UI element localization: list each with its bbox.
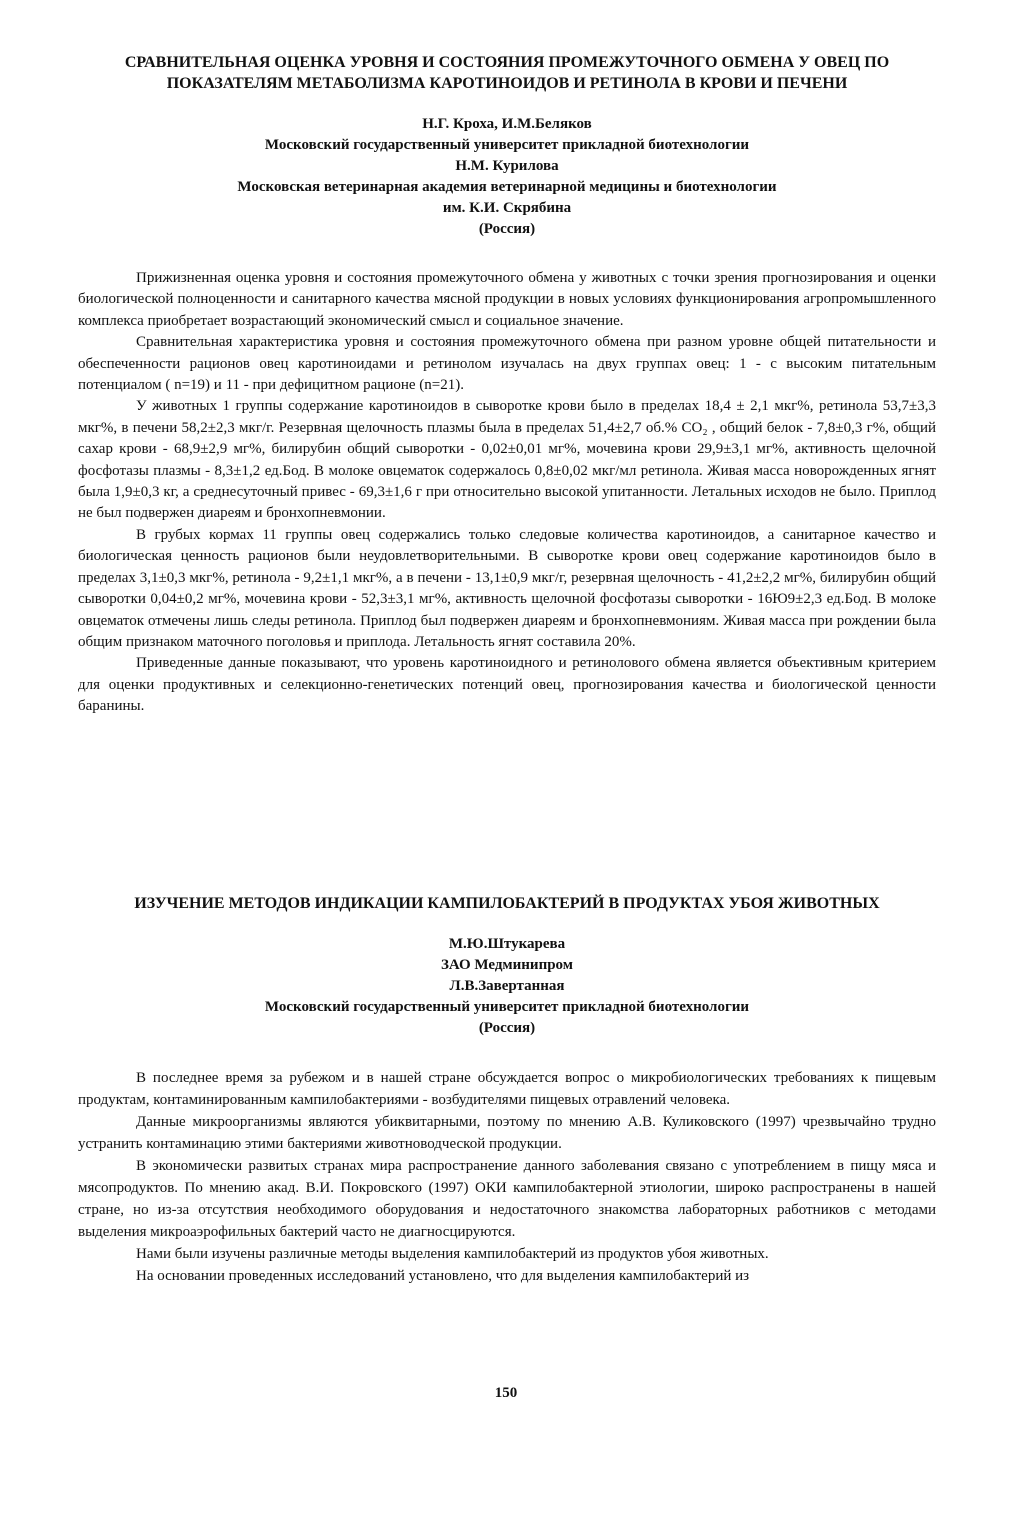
article-1-body <box>78 268 936 718</box>
country-line: (Россия) <box>478 1020 536 1036</box>
article-2-body <box>78 1067 936 1287</box>
paragraph: На основании проведенных исследований установлено, что для выделения кампилобактерий из <box>136 1268 750 1284</box>
article-1-title: СРАВНИТЕЛЬНАЯ ОЦЕНКА УРОВНЯ И СОСТОЯНИЯ ПРОМЕЖУТОЧНОГО ОБМЕНА У ОВЕЦ ПО ПОКАЗАТЕЛЯМ МЕТАБОЛИЗМА КАРОТИНОИДОВ И РЕТИНОЛА В КРОВИ И ПЕЧЕНИ <box>124 54 890 92</box>
paragraph: Нами были изучены различные методы выделения кампилобактерий из продуктов убоя животных. <box>136 1246 769 1262</box>
affiliation-line: ЗАО Медминипром <box>441 957 573 973</box>
author-line: Л.В.Завертанная <box>449 978 565 994</box>
page-number: 150 <box>494 1385 518 1401</box>
paragraph: Данные микроорганизмы являются убиквитарными, поэтому по мнению А.В. Куликовского (1997) чрезвычайно трудно устранить контаминацию этими бактериями животноводческой продукции. <box>78 1114 936 1152</box>
paragraph: У животных 1 группы содержание каротиноидов в сыворотке крови было в пределах 18,4 ± 2,1 мкг%, ретинола 53,7±3,3 мкг%, в печени 58,2±2,3 мкг/г. Резервная щелочность плазмы была в пределах 51,4±2,7 об.% CO₂ , общий белок - 7,8±0,3 г%, общий сахар крови - 68,9±2,9 мг%, билирубин общий сыворотки - 0,02±0,01 мг%, мочевина крови 29,9±3,1 мг%, активность щелочной фосфотазы плазмы - 8,3±1,2 ед.Бод. В молоке овцематок содержалось 0,8±0,02 мкг/мл ретинола. Живая масса новорожденных ягнят была 1,9±0,3 кг, а среднесуточный привес - 69,3±1,6 г при относительно высокой упитанности. Летальных исходов не было. Приплод не был подвержен диареям и бронхопневмонии. <box>78 398 936 522</box>
affiliation-line: Московская ветеринарная академия ветеринарной медицины и биотехнологии <box>237 179 777 195</box>
affiliation-line: им. К.И. Скрябина <box>442 200 572 216</box>
paragraph: Прижизненная оценка уровня и состояния промежуточного обмена у животных с точки зрения прогнозирования и оценки биологической полноценности и санитарного качества мясной продукции в новых условиях функционирования агропромышленного комплекса приобретает возрастающий экономический смысл и социальное значение. <box>78 270 936 329</box>
article-2 <box>78 893 936 1287</box>
paragraph: В грубых кормах 11 группы овец содержались только следовые количества каротиноидов, а санитарное качество и биологическая ценность рационов были неудовлетворительными. В сыворотке крови овец содержание каротиноидов было в пределах 3,1±0,3 мкг%, ретинола - 9,2±1,1 мкг%, а в печени - 13,1±0,9 мкг/г, резервная щелочность - 41,2±2,2 мг%, билирубин общий сыворотки 0,04±0,2 мг%, мочевина крови - 52,3±3,1 мг%, активность щелочной фосфотазы сыворотки - 16Ю9±2,3 ед.Бод. В молоке овцематок отмечены лишь следы ретинола. Приплод был подвержен диареям и бронхопневмониям. Живая масса при рождении была общим признаком маточного поголовья и приплода. Летальность ягнят составила 20%. <box>78 526 936 650</box>
country-line: (Россия) <box>478 221 536 237</box>
paragraph: Сравнительная характеристика уровня и состояния промежуточного обмена при разном уровне общей питательности и обеспеченности рационов овец каротиноидами и ретинолом изучалась на двух группах овец: 1 - с высоким питательным потенциалом ( n=19) и 11 - при дефицитном рационе (n=21). <box>78 334 936 394</box>
paragraph: В последнее время за рубежом и в нашей стране обсуждается вопрос о микробиологических требованиях к пищевым продуктам, контаминированным кампилобактериями - возбудителями пищевых отравлений человека. <box>78 1070 936 1108</box>
paragraph: Приведенные данные показывают, что уровень каротиноидного и ретинолового обмена является объективным критерием для оценки продуктивных и селекционно-генетических потенций овец, прогнозирования качества и биологической ценности баранины. <box>78 655 936 715</box>
article-1-authors <box>78 114 936 240</box>
affiliation-line: Московский государственный университет прикладной биотехнологии <box>264 137 750 153</box>
paragraph: В экономически развитых странах мира распространение данного заболевания связано с употреблением в пищу мяса и мясопродуктов. По мнению акад. В.И. Покровского (1997) ОКИ кампилобактерной этиологии, широко распространены в нашей стране, но из-за отсутствия необходимого оборудования и недостаточного знакомства лабораторных работников с методами выделения микроаэрофильных бактерий часто не диагносцируются. <box>78 1158 936 1240</box>
article-1 <box>78 52 936 718</box>
article-2-authors <box>78 934 936 1039</box>
author-line: М.Ю.Штукарева <box>448 936 566 952</box>
author-line: Н.М. Курилова <box>455 158 559 174</box>
affiliation-line: Московский государственный университет прикладной биотехнологии <box>264 999 750 1015</box>
article-2-title: ИЗУЧЕНИЕ МЕТОДОВ ИНДИКАЦИИ КАМПИЛОБАКТЕРИЙ В ПРОДУКТАХ УБОЯ ЖИВОТНЫХ <box>134 895 880 912</box>
author-line: Н.Г. Кроха, И.М.Беляков <box>422 116 592 132</box>
